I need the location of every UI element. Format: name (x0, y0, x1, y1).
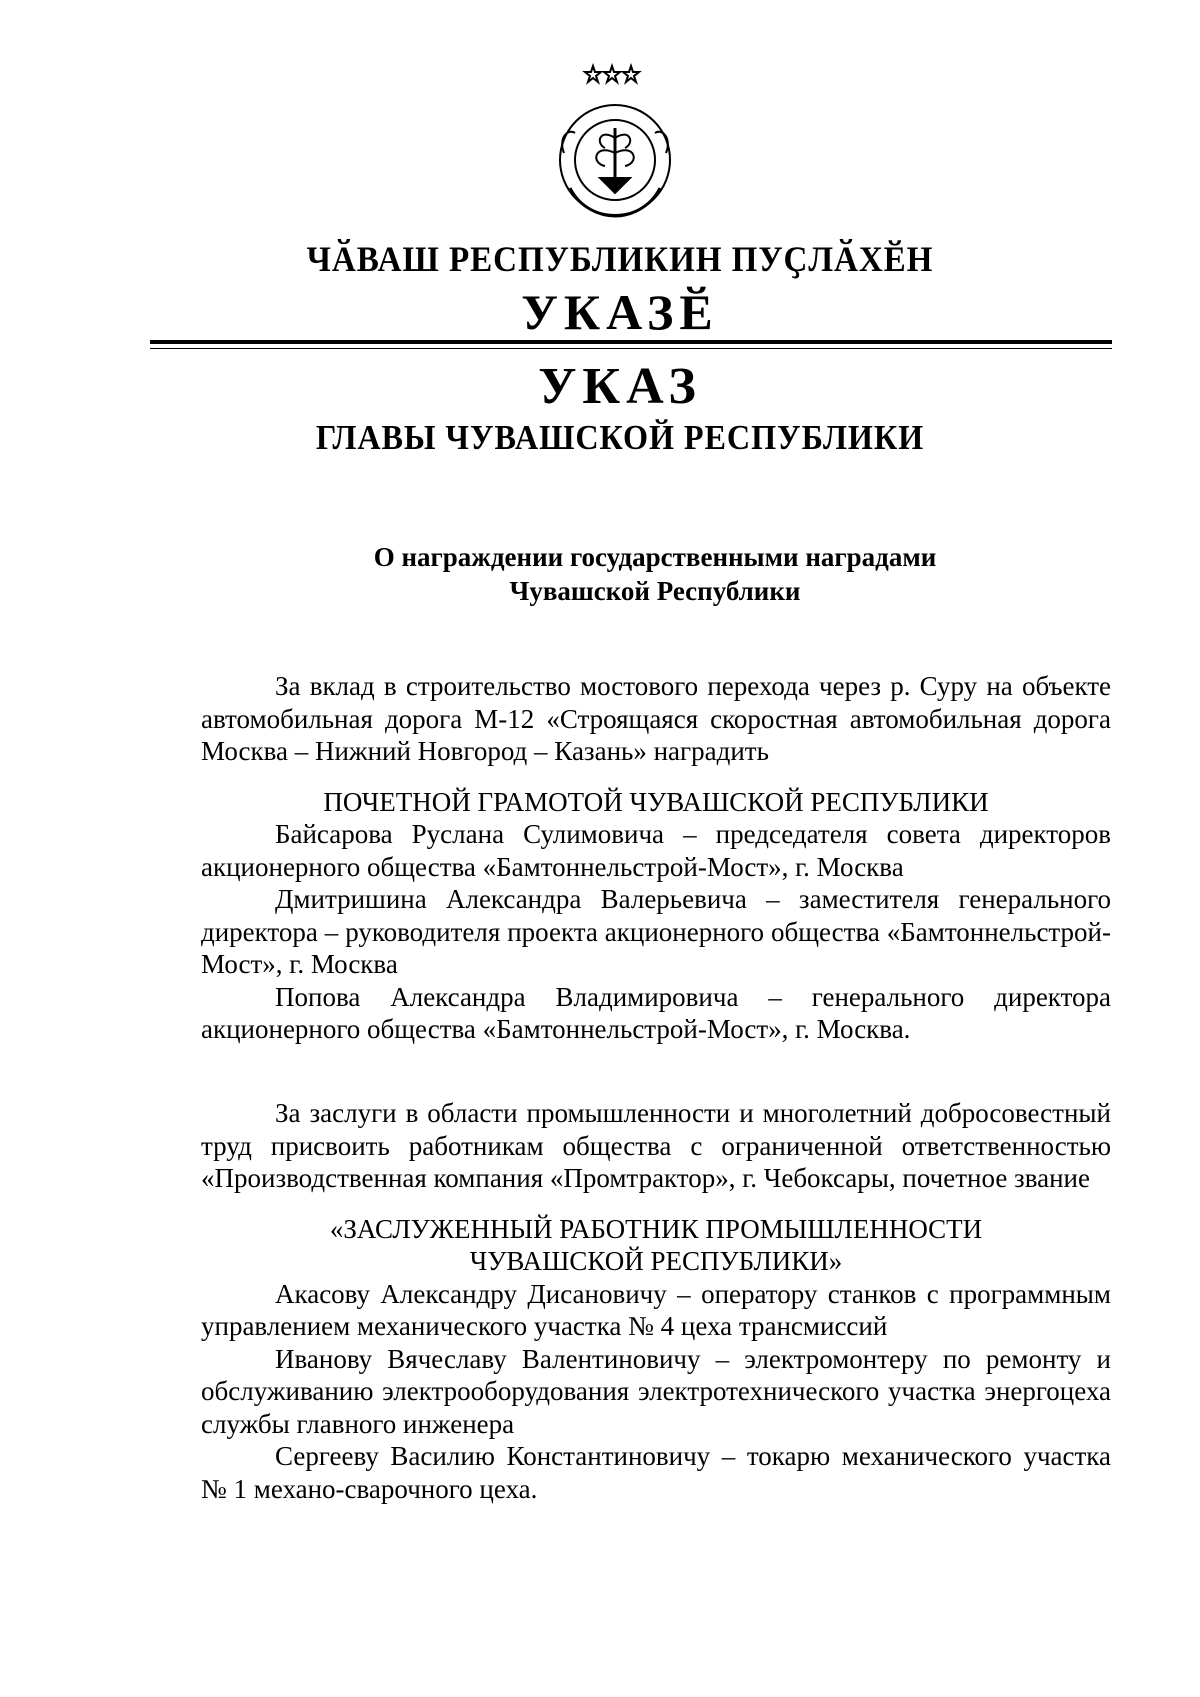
header-russian-line2: ГЛАВЫ ЧУВАШСКОЙ РЕСПУБЛИКИ (315, 418, 925, 457)
section-1 (201, 670, 1111, 1046)
section-2-award-line2: ЧУВАШСКОЙ РЕСПУБЛИКИ» (469, 1246, 843, 1276)
section-2 (201, 1097, 1111, 1505)
section-2-award-line1: «ЗАСЛУЖЕННЫЙ РАБОТНИК ПРОМЫШЛЕННОСТИ (329, 1213, 983, 1244)
chuvash-republic-coat-of-arms-icon (550, 58, 680, 223)
header-divider-thin (150, 348, 1112, 349)
header-chuvash-line2: УКАЗӖ (521, 284, 719, 340)
section-2-person-3: Сергееву Василию Константиновичу – токарю механического участка № 1 механо-сварочного цеха. (201, 1441, 1111, 1504)
header-divider (150, 340, 1112, 344)
header-russian-line1: УКАЗ (538, 358, 702, 415)
title-line2: Чувашской Республики (509, 576, 801, 606)
section-1-intro: За вклад в строительство мостового перехода через р. Суру на объекте автомобильная дорога М-12 «Строящаяся скоростная автомобильная дорога Москва – Нижний Новгород – Казань» наградить (201, 671, 1111, 766)
section-1-person-2: Дмитришина Александра Валерьевича – заместителя генерального директора – руководителя проекта акционерного общества «Бамтоннельстрой-Мост», г. Москва (201, 884, 1111, 979)
document-title (200, 540, 1110, 608)
section-1-person-3: Попова Александра Владимировича – генерального директора акционерного общества «Бамтоннельстрой-Мост», г. Москва. (201, 981, 1111, 1044)
title-line1: О награждении государственными наградами (373, 542, 937, 572)
section-2-person-2: Иванову Вячеславу Валентиновичу – электромонтеру по ремонту и обслуживанию электрооборудования электротехнического участка энергоцеха службы главного инженера (201, 1343, 1111, 1439)
section-2-intro: За заслуги в области промышленности и многолетний добросовестный труд присвоить работникам общества с ограниченной ответственностью «Производственная компания «Промтрактор», г. Чебоксары, почетное звание (201, 1098, 1111, 1193)
section-2-person-1: Акасову Александру Дисановичу – оператору станков с программным управлением механического участка № 4 цеха трансмиссий (201, 1278, 1111, 1341)
section-1-person-1: Байсарова Руслана Сулимовича – председателя совета директоров акционерного общества «Бамтоннельстрой-Мост», г. Москва (201, 819, 1111, 882)
header-chuvash-line1: ЧӐВАШ РЕСПУБЛИКИН ПУҪЛӐХӖН (306, 239, 934, 279)
section-1-award: ПОЧЕТНОЙ ГРАМОТОЙ ЧУВАШСКОЙ РЕСПУБЛИКИ (323, 786, 989, 817)
